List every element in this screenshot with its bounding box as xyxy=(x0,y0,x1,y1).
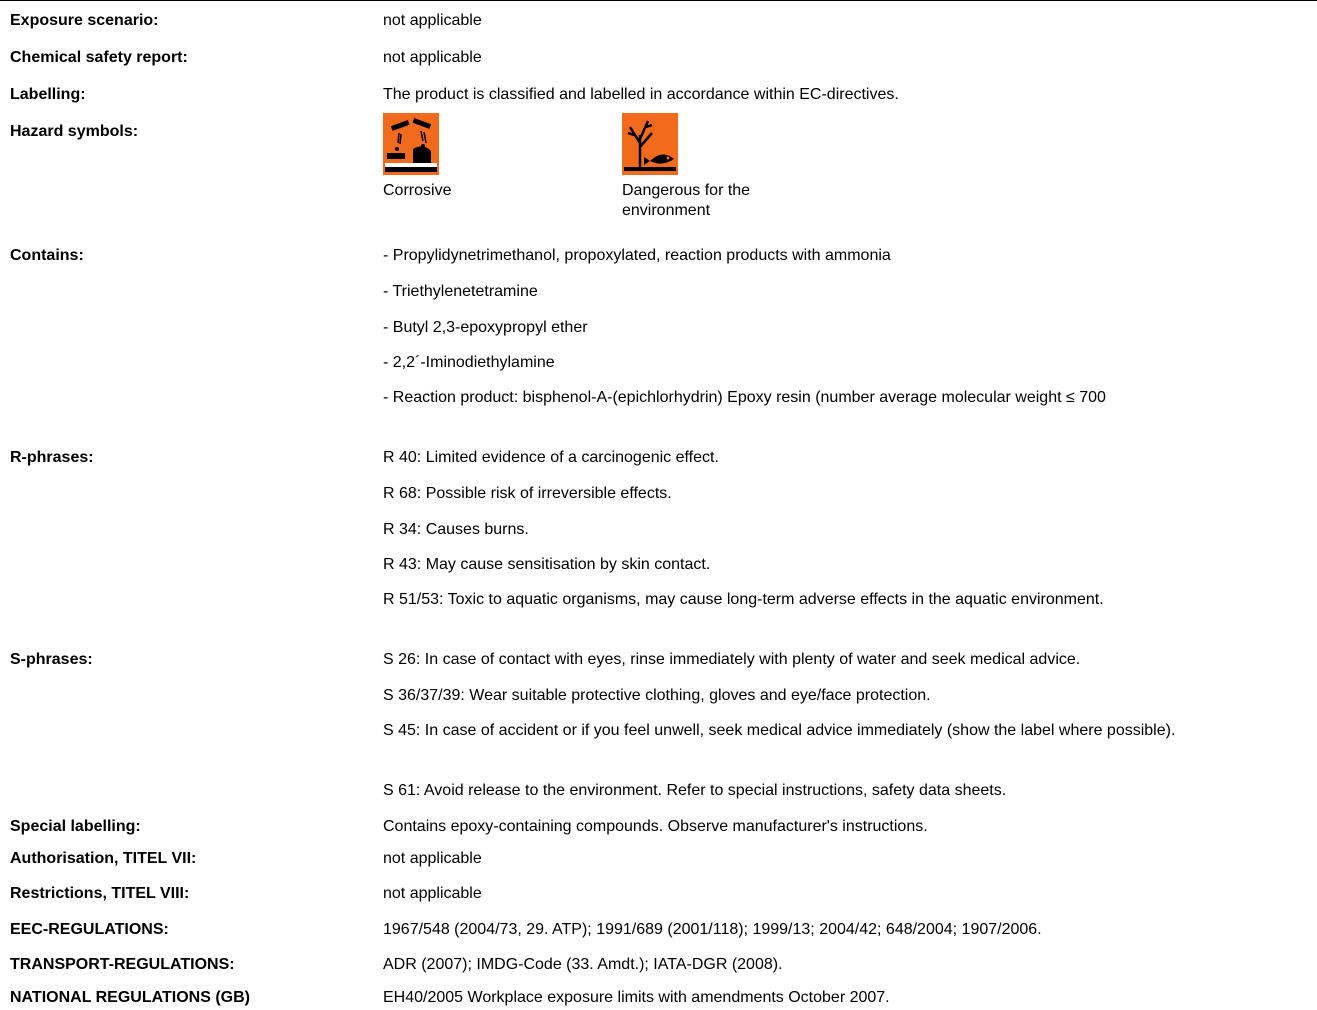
corrosive-icon xyxy=(383,113,439,175)
r-phrase-item: R 34: Causes burns. xyxy=(383,521,529,538)
value-authorisation: not applicable xyxy=(383,850,482,867)
s-phrase-item: S 45: In case of accident or if you feel unwell, seek medical advice immediately (show the label where possible). xyxy=(383,722,1176,739)
r-phrase-item: R 51/53: Toxic to aquatic organisms, may cause long-term adverse effects in the aquatic environment. xyxy=(383,591,1104,608)
top-rule xyxy=(0,0,1317,1)
contains-item: - Butyl 2,3-epoxypropyl ether xyxy=(383,319,588,336)
hazard-symbol-environment xyxy=(622,113,822,221)
value-eec-regulations: 1967/548 (2004/73, 29. ATP); 1991/689 (2001/118); 1999/13; 2004/42; 648/2004; 1907/2006. xyxy=(383,921,1042,938)
label-hazard-symbols: Hazard symbols: xyxy=(10,123,139,140)
label-contains: Contains: xyxy=(10,247,84,264)
environment-caption: Dangerous for the environment xyxy=(622,182,751,219)
hazard-symbol-corrosive xyxy=(383,113,623,201)
value-exposure-scenario: not applicable xyxy=(383,12,482,29)
value-transport-regulations: ADR (2007); IMDG-Code (33. Amdt.); IATA-DGR (2008). xyxy=(383,956,783,973)
contains-item: - Propylidynetrimethanol, propoxylated, reaction products with ammonia xyxy=(383,247,891,264)
value-national-regulations: EH40/2005 Workplace exposure limits with amendments October 2007. xyxy=(383,989,890,1006)
value-chemical-safety-report: not applicable xyxy=(383,49,482,66)
label-r-phrases: R-phrases: xyxy=(10,449,94,466)
r-phrase-item: R 68: Possible risk of irreversible effects. xyxy=(383,485,672,502)
s-phrase-item: S 61: Avoid release to the environment. Refer to special instructions, safety data sheets. xyxy=(383,782,1007,799)
label-restrictions: Restrictions, TITEL VIII: xyxy=(10,885,190,902)
label-eec-regulations: EEC-REGULATIONS: xyxy=(10,921,169,938)
contains-item: - 2,2´-Iminodiethylamine xyxy=(383,354,555,371)
value-restrictions: not applicable xyxy=(383,885,482,902)
label-chemical-safety-report: Chemical safety report: xyxy=(10,49,188,66)
contains-item: - Reaction product: bisphenol-A-(epichlorhydrin) Epoxy resin (number average molecular weight ≤ 700 xyxy=(383,389,1106,406)
value-labelling: The product is classified and labelled in accordance within EC-directives. xyxy=(383,86,899,103)
label-special-labelling: Special labelling: xyxy=(10,818,141,835)
label-labelling: Labelling: xyxy=(10,86,86,103)
dangerous-for-environment-icon xyxy=(622,113,678,175)
value-special-labelling: Contains epoxy-containing compounds. Observe manufacturer's instructions. xyxy=(383,818,928,835)
corrosive-caption: Corrosive xyxy=(383,182,452,199)
label-s-phrases: S-phrases: xyxy=(10,651,93,668)
s-phrase-item: S 36/37/39: Wear suitable protective clothing, gloves and eye/face protection. xyxy=(383,687,931,704)
r-phrase-item: R 40: Limited evidence of a carcinogenic effect. xyxy=(383,449,719,466)
s-phrase-item: S 26: In case of contact with eyes, rinse immediately with plenty of water and seek medical advice. xyxy=(383,651,1081,668)
label-authorisation: Authorisation, TITEL VII: xyxy=(10,850,197,867)
contains-item: - Triethylenetetramine xyxy=(383,283,538,300)
label-national-regulations: NATIONAL REGULATIONS (GB) xyxy=(10,989,250,1006)
label-transport-regulations: TRANSPORT-REGULATIONS: xyxy=(10,956,235,973)
r-phrase-item: R 43: May cause sensitisation by skin contact. xyxy=(383,556,711,573)
label-exposure-scenario: Exposure scenario: xyxy=(10,12,159,29)
